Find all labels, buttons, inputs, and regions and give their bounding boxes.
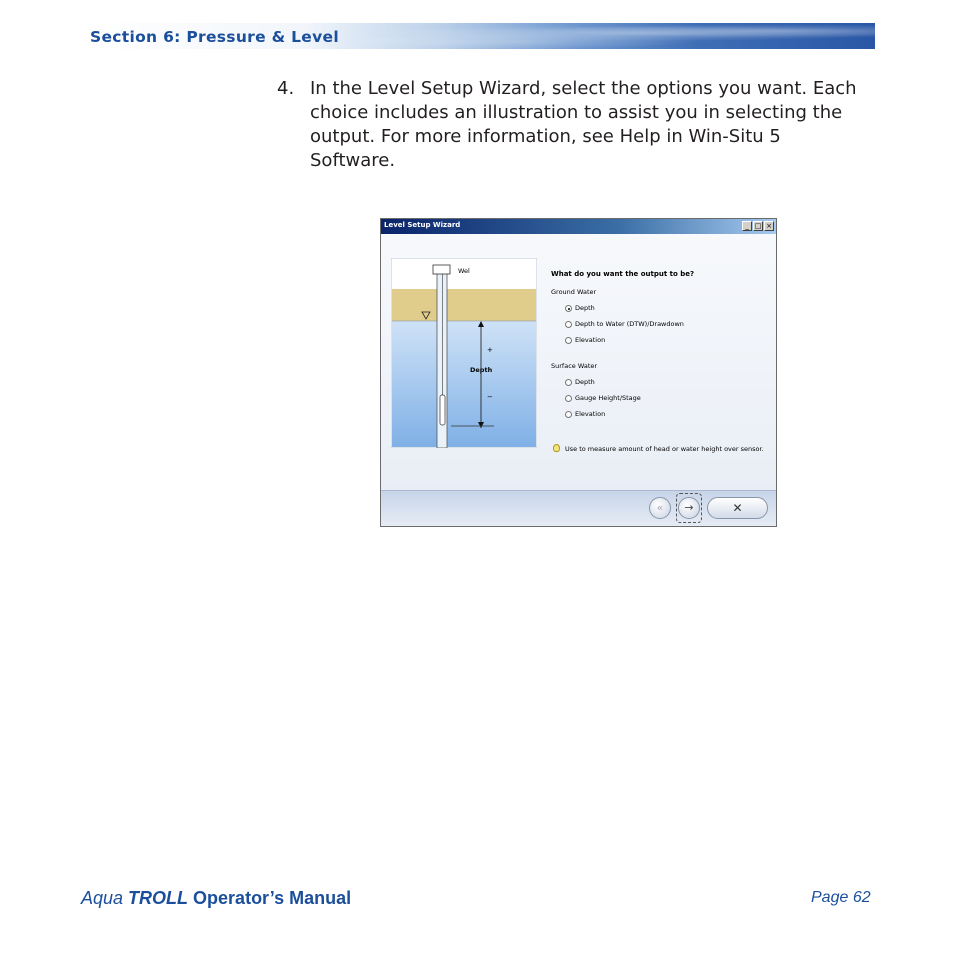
- wizard-title: Level Setup Wizard: [384, 221, 461, 229]
- option-label: Depth: [575, 304, 595, 312]
- wizard-button-bar: [381, 490, 776, 526]
- option-label: Gauge Height/Stage: [575, 394, 641, 402]
- section-title: Section 6: Pressure & Level: [90, 28, 339, 46]
- tip-text: Use to measure amount of head or water height over sensor.: [565, 445, 764, 453]
- radio-icon[interactable]: [565, 395, 572, 402]
- manual-title-aqua: Aqua: [81, 888, 129, 908]
- manual-title-rest: Operator’s Manual: [188, 888, 352, 908]
- option-label: Depth to Water (DTW)/Drawdown: [575, 320, 684, 328]
- page-number: Page 62: [811, 889, 871, 906]
- cancel-button[interactable]: ✕: [707, 497, 768, 519]
- option-label: Elevation: [575, 410, 606, 418]
- level-setup-wizard-window: [380, 218, 777, 527]
- minimize-button[interactable]: _: [742, 221, 752, 231]
- step-text: In the Level Setup Wizard, select the options you want. Each choice includes an illustration to assist you in selecting the output. For more information, see Help in Win-Situ 5 Software.: [310, 78, 857, 171]
- radio-icon[interactable]: [565, 321, 572, 328]
- lightbulb-icon: [553, 444, 560, 452]
- radio-selected-icon[interactable]: [565, 305, 572, 312]
- diagram-plus-sign: +: [487, 346, 493, 354]
- next-button[interactable]: →: [678, 497, 700, 519]
- output-question: What do you want the output to be?: [551, 270, 695, 278]
- ground-water-label: Ground Water: [551, 288, 597, 296]
- wizard-titlebar: [381, 219, 776, 234]
- maximize-button[interactable]: □: [754, 222, 762, 230]
- surface-water-label: Surface Water: [551, 362, 598, 370]
- well-depth-illustration: [391, 258, 537, 448]
- manual-title-troll: TROLL: [128, 888, 189, 908]
- radio-icon[interactable]: [565, 379, 572, 386]
- radio-icon[interactable]: [565, 337, 572, 344]
- diagram-minus-sign: −: [487, 393, 493, 401]
- manual-title: [81, 888, 351, 909]
- back-button[interactable]: «: [649, 497, 671, 519]
- radio-icon[interactable]: [565, 411, 572, 418]
- diagram-well-label: Wel: [458, 267, 470, 275]
- section-banner: [81, 23, 875, 49]
- diagram-depth-label: Depth: [470, 366, 493, 374]
- close-button[interactable]: ×: [764, 221, 774, 231]
- option-label: Elevation: [575, 336, 606, 344]
- step-number: 4.: [277, 78, 295, 99]
- wizard-body: [381, 234, 776, 490]
- option-label: Depth: [575, 378, 595, 386]
